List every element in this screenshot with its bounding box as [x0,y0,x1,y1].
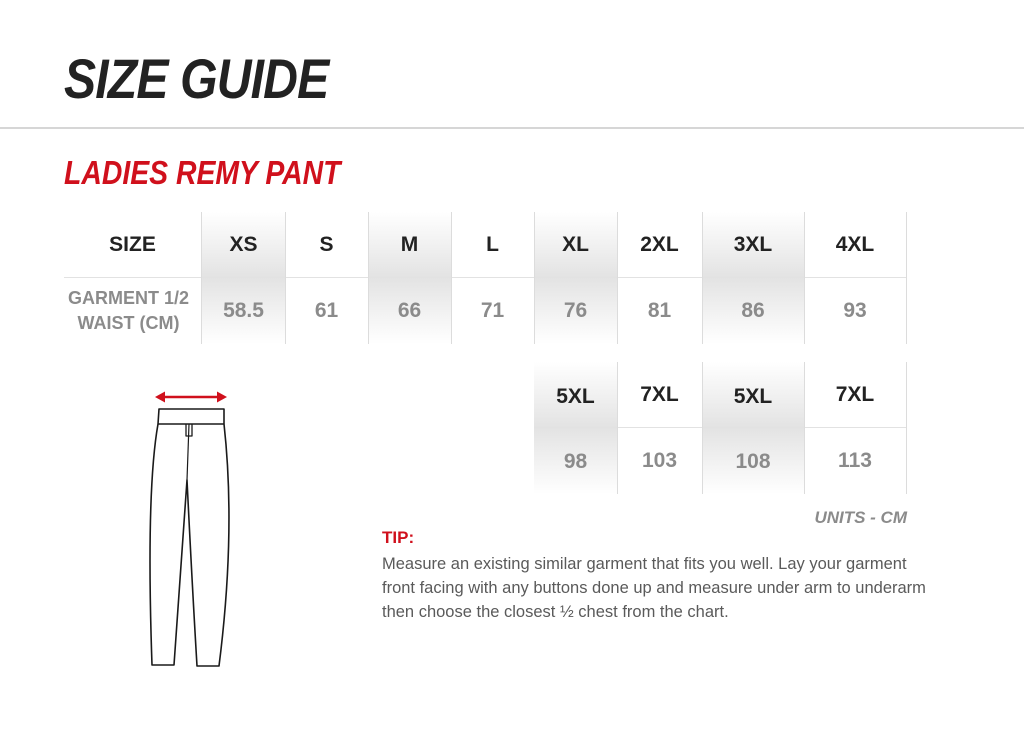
size-cell: XL [562,232,589,256]
size-cell: 4XL [835,232,875,256]
pants-measurement-icon [140,382,250,677]
tip-text: Measure an existing similar garment that fits you well. Lay your garment front facing with any buttons done up and measure under arm to underarm then choose the closest ½ chest from the chart. [382,555,926,621]
size-cell: M [400,232,419,256]
size-cell: 3XL [733,232,773,256]
size-header: SIZE [109,232,156,256]
value-cell: 76 [563,299,588,322]
value-cell: 81 [647,299,672,322]
col-divider [906,212,907,344]
value-cell: 86 [741,299,765,322]
page-title: SIZE GUIDE [64,47,329,110]
value-cell: 103 [641,449,678,472]
value-cell: 98 [563,450,588,473]
tip-label: TIP: [382,528,415,547]
col-divider [906,362,907,494]
value-cell: 113 [838,449,872,472]
size-cell: XS [229,232,258,256]
size-cell: S [319,232,334,256]
value-cell: 61 [314,299,339,322]
value-cell: 58.5 [223,299,264,322]
size-cell: L [486,232,499,256]
value-cell: 108 [735,450,771,473]
title-divider [0,127,1024,129]
pants-icon [150,409,229,666]
size-cell: 5XL [556,384,595,408]
size-cell: 7XL [640,382,679,406]
size-cell: 7XL [835,382,875,406]
size-cell: 5XL [733,384,773,408]
waist-arrow-icon [155,392,227,403]
value-cell: 66 [397,299,422,322]
units-note: UNITS - CM [814,508,907,527]
product-name: LADIES REMY PANT [64,154,341,191]
value-cell: 93 [843,299,867,322]
value-cell: 71 [480,299,505,322]
size-cell: 2XL [640,232,679,256]
row-label: GARMENT 1/2 WAIST (CM) [67,288,190,333]
